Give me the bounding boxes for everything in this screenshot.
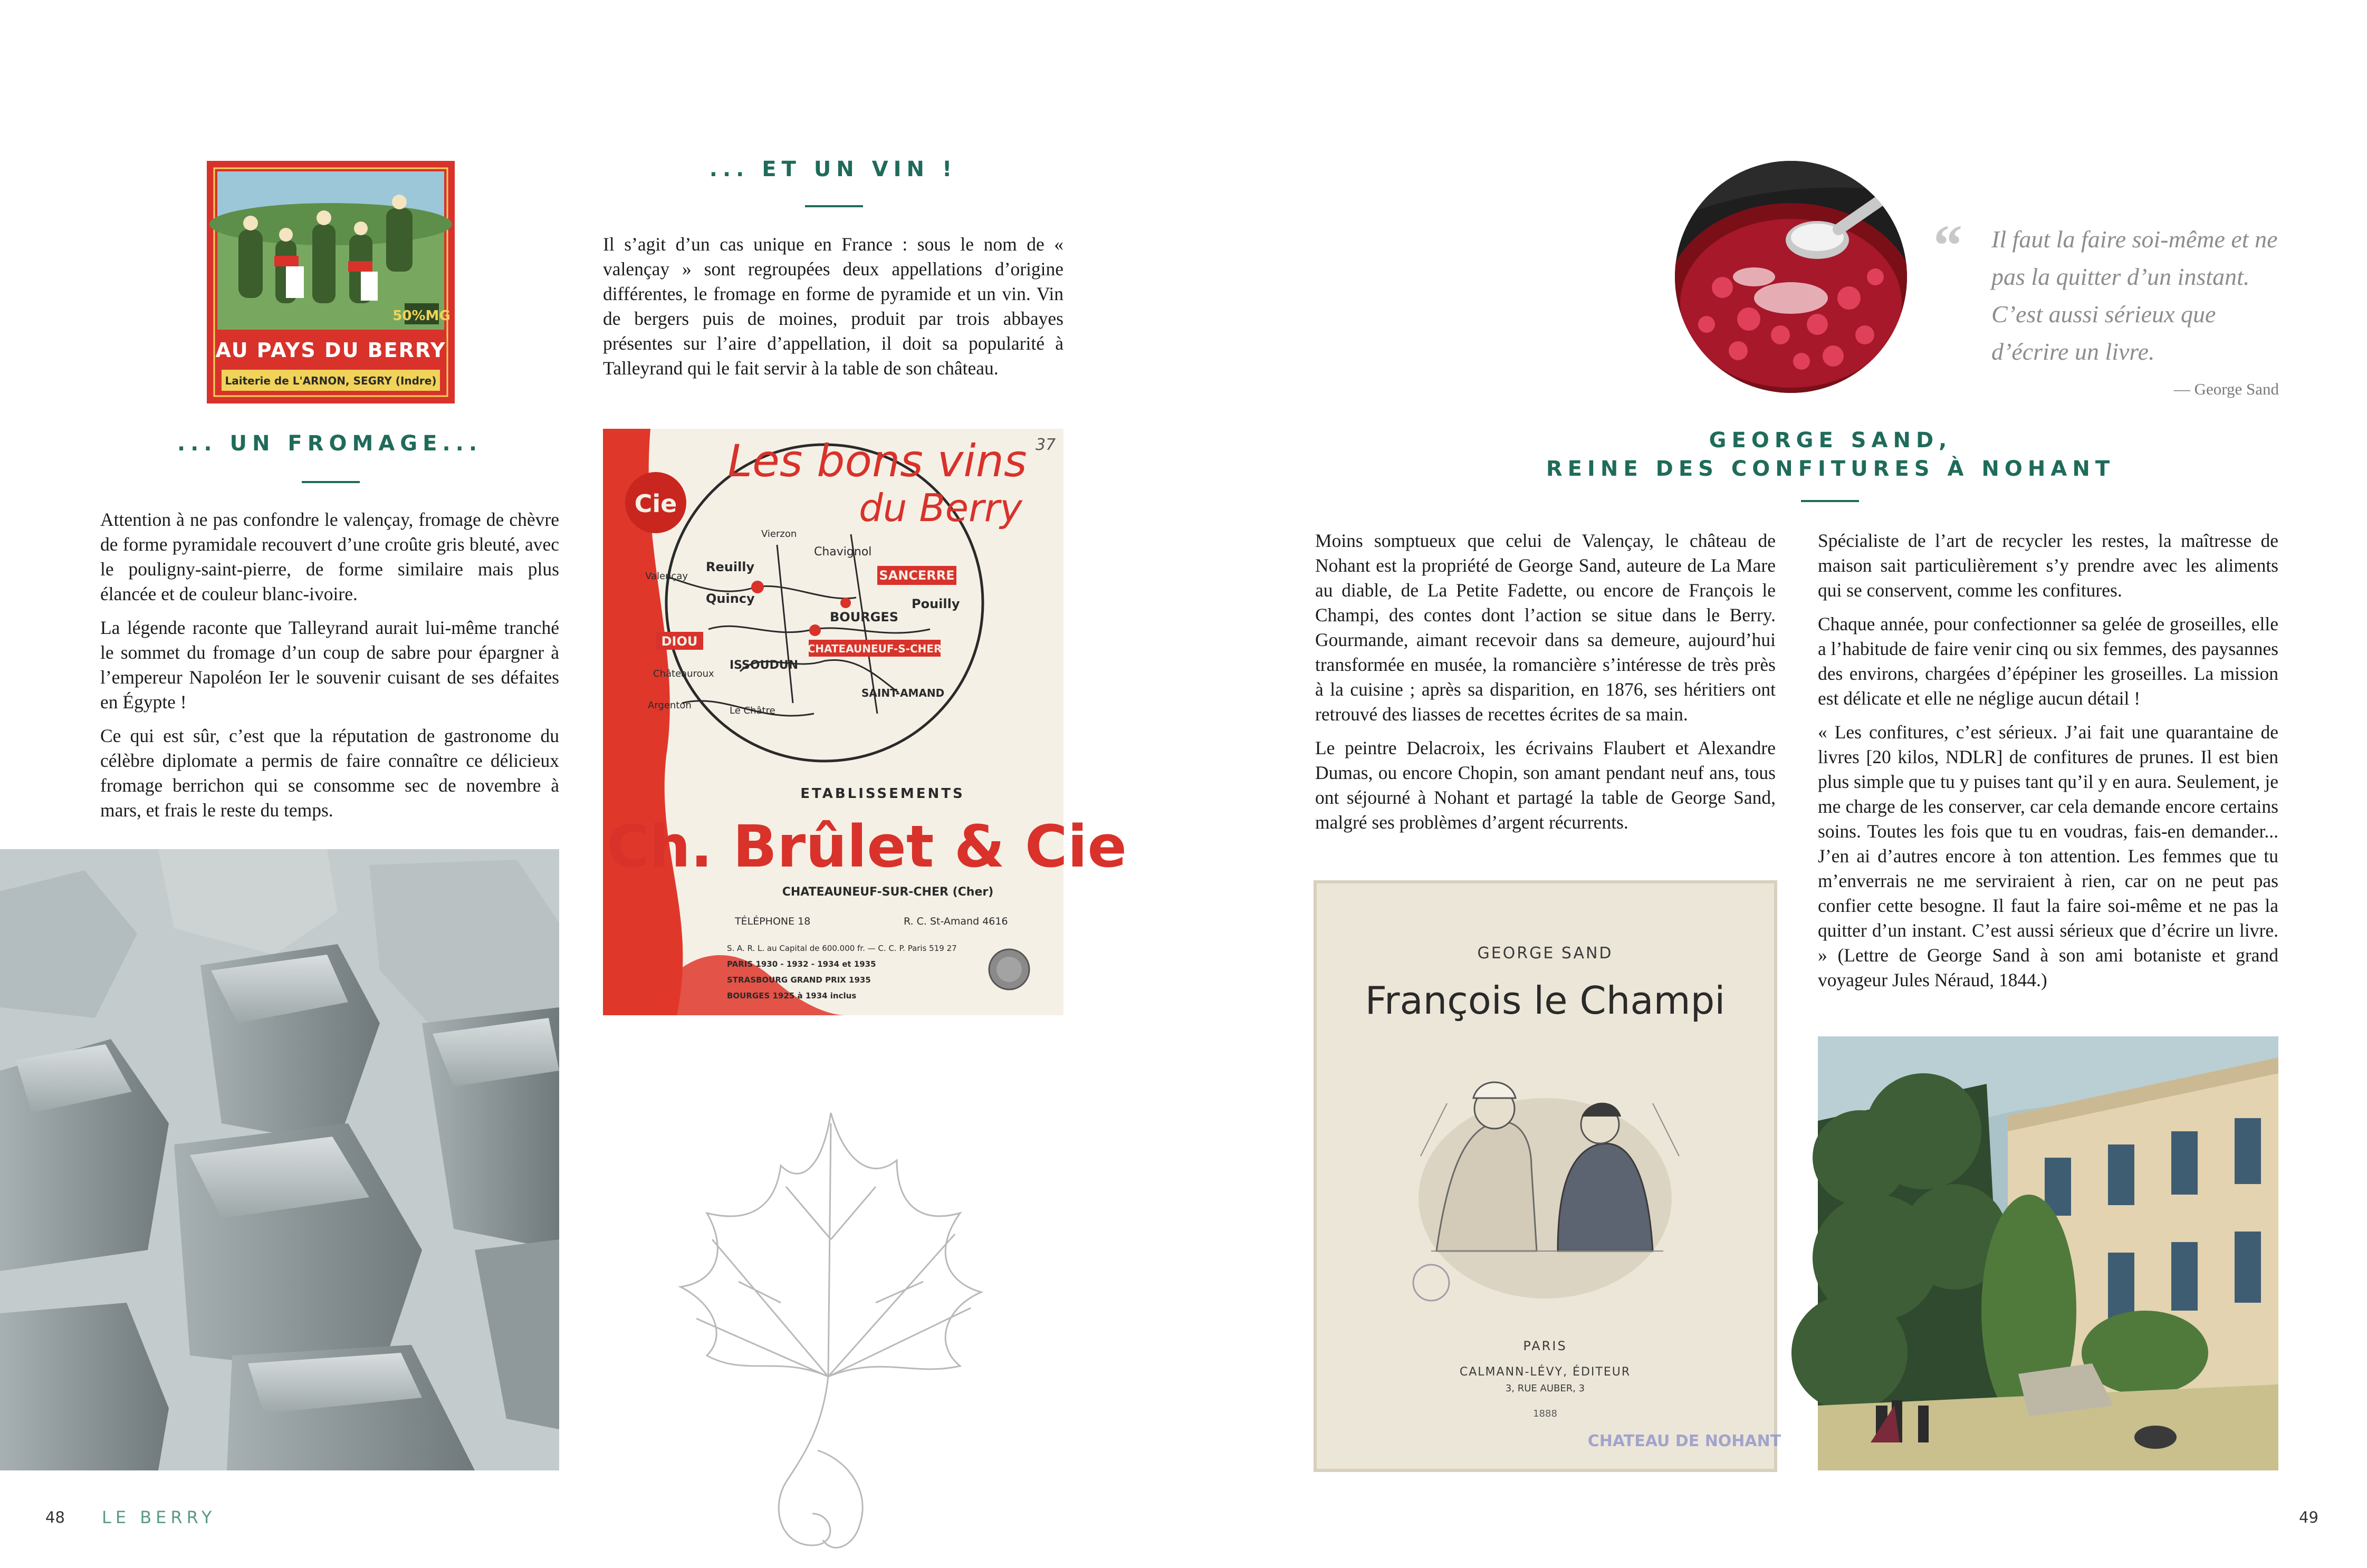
poster-place-vierzon: Vierzon	[761, 528, 797, 540]
jam-photo	[1675, 161, 1907, 393]
george-sand-column-2	[1818, 528, 2278, 1002]
vin-heading: ... ET UN VIN !	[709, 157, 957, 181]
fromage-heading-rule	[302, 481, 360, 483]
poster-town: CHATEAUNEUF-SUR-CHER (Cher)	[782, 886, 994, 899]
left-running-title: LE BERRY	[102, 1507, 216, 1527]
vin-paragraph: Il s’agit d’un cas unique en France : sous le nom de « valençay » sont regroupées deux appellations d’origine différentes, le fromage en forme de pyramide et un vin. Vin de bergers puis de moines, produit par trois abbayes présentes sur l’aire d’appellation, il doit sa popularité à Talleyrand qui le fait servir à la table de son château.	[603, 234, 1063, 379]
george-sand-column-1	[1315, 528, 1776, 844]
poster-corner-number: 37	[1036, 436, 1056, 454]
book-stamp: CHATEAU DE NOHANT	[1587, 1432, 1781, 1450]
poster-place-reuilly: Reuilly	[706, 560, 755, 574]
poster-place-pouilly: Pouilly	[912, 597, 960, 611]
book-title: François le Champi	[1365, 978, 1726, 1023]
fromage-paragraph-1: Attention à ne pas confondre le valençay, fromage de chèvre de forme pyramidale recouvert d’une croûte gris bleuté, avec le pouligny-saint-pierre, de forme similaire mais plus élancée et de couleur blanc-ivoire.	[100, 509, 559, 604]
label-fat-text: 50%MG	[392, 308, 451, 324]
col1-paragraph-2: Le peintre Delacroix, les écrivains Flaubert et Alexandre Dumas, ou encore Chopin, son amant pendant neuf ans, tous ont séjourné à Nohant et partagé la table de George Sand, malgré ses problèmes d’argent récurrents.	[1315, 737, 1776, 833]
book-publisher: CALMANN-LÉVY, ÉDITEUR	[1459, 1365, 1631, 1379]
poster-footer-line-1: S. A. R. L. au Capital de 600.000 fr. — C. C. P. Paris 519 27	[727, 944, 957, 953]
left-folio: 48	[45, 1508, 65, 1526]
poster-establishments: ETABLISSEMENTS	[800, 786, 965, 802]
col1-paragraph-1: Moins somptueux que celui de Valençay, le château de Nohant est la propriété de George Sand, auteure de La Mare au diable, de La Petite Fadette, ou encore de François le Champi, des contes dont l’action se situe dans le Berry. Gourmande, aimant recevoir dans sa demeure, aujourd’hui transformée en musée, la romancière s’intéresse de très près à la cuisine ; après sa disparition, en 1876, ses héritiers ont retrouvé des liasses de recettes écrites de sa main.	[1315, 530, 1776, 725]
fromage-heading: ... UN FROMAGE...	[177, 431, 483, 456]
book-city: PARIS	[1523, 1339, 1567, 1353]
poster-phone: TÉLÉPHONE 18	[735, 916, 811, 927]
wine-poster-image	[603, 429, 1127, 1015]
fromage-text	[100, 507, 559, 832]
fromage-paragraph-3: Ce qui est sûr, c’est que la réputation de gastronome du célèbre diplomate a permis de faire connaître ce délicieux fromage berrichon qui se consomme sec de novembre à mars, et frais le reste du temps.	[100, 725, 559, 821]
george-sand-heading	[1525, 426, 2136, 483]
col2-paragraph-2: Chaque année, pour confectionner sa gelée de groseilles, elle a l’habitude de faire venir cinq ou six femmes, des paysannes des environs, chargées d’épépiner les groseilles. La mission est délicate et elle ne néglige aucun détail !	[1818, 613, 2278, 709]
col2-paragraph-1: Spécialiste de l’art de recycler les restes, la maîtresse de maison sait particulièrement s’y prendre avec les aliments qui se conservent, comme les confitures.	[1818, 530, 2278, 601]
poster-register: R. C. St-Amand 4616	[904, 916, 1008, 927]
book-author: GEORGE SAND	[1477, 944, 1613, 963]
right-folio: 49	[2299, 1508, 2318, 1526]
label-maker-text: Laiterie de L'ARNON, SEGRY (Indre)	[225, 374, 437, 387]
poster-place-argenton: Argenton	[648, 700, 692, 711]
poster-footer-line-4: BOURGES 1925 à 1934 inclus	[727, 991, 857, 1001]
poster-place-sancerre: SANCERRE	[879, 568, 955, 583]
fromage-paragraph-2: La légende raconte que Talleyrand aurait lui-même tranché le sommet du fromage d’un coup de sabre pour épargner à l’empereur Napoléon Ier le souvenir cuisant de ses défaites en Égypte !	[100, 617, 559, 713]
vin-text	[603, 232, 1063, 390]
book-address: 3, RUE AUBER, 3	[1505, 1383, 1585, 1394]
poster-footer-line-2: PARIS 1930 - 1932 - 1934 et 1935	[727, 959, 876, 969]
poster-place-chateauroux: Châteauroux	[653, 668, 714, 679]
pull-quote-attribution: — George Sand	[2173, 380, 2279, 398]
george-sand-heading-line2: REINE DES CONFITURES À NOHANT	[1546, 457, 2115, 481]
label-brand-text: AU PAYS DU BERRY	[215, 339, 446, 362]
pull-quote: Il faut la faire soi-même et ne pas la quitter d’un instant. C’est aussi sérieux que d’écrire un livre.	[1991, 226, 2278, 365]
poster-place-valencay: Valençay	[645, 571, 688, 582]
poster-place-saint-amand: SAINT-AMAND	[861, 687, 945, 699]
poster-place-chavignol: Chavignol	[814, 545, 872, 559]
nohant-house-engraving	[1818, 1036, 2278, 1470]
poster-title-line2: du Berry	[859, 486, 1022, 530]
poster-place-bourges: BOURGES	[830, 610, 899, 624]
george-sand-heading-line1: GEORGE SAND,	[1709, 428, 1952, 453]
cheese-pyramids-photo	[0, 849, 559, 1470]
book-cover-image	[1315, 882, 1781, 1470]
svg-text:Cie: Cie	[634, 489, 677, 518]
poster-footer-line-3: STRASBOURG GRAND PRIX 1935	[727, 975, 871, 985]
poster-title-line1: Les bons vins	[727, 435, 1027, 487]
poster-place-quincy: Quincy	[706, 591, 755, 606]
quote-mark-icon: “	[1933, 213, 1962, 277]
vin-heading-rule	[805, 205, 863, 207]
poster-place-diou: DIOU	[661, 634, 698, 649]
col2-paragraph-3: « Les confitures, c’est sérieux. J’ai fait une quarantaine de livres [20 kilos, NDLR] de confitures de prunes. Il est bien plus simple que tu y puises tant qu’il y en aura. Seulement, je me charge de les conserver, car cela demande encore certains soins. Toutes les fois que tu en voudras, fais-en demander... J’en ai d’autres encore à ton attention. Les femmes que tu m’enverrais ne me serviraient à rien, car on ne peut pas confier cette besogne. Il faut la faire soi-même et ne pas la quitter d’un instant. C’est aussi sérieux que d’écrire un livre. » (Lettre de George Sand à son ami botaniste et grand voyageur Jules Néraud, 1844.)	[1818, 722, 2278, 990]
poster-place-issoudun: ISSOUDUN	[730, 659, 798, 672]
poster-company: Ch. Brûlet & Cie	[607, 813, 1127, 880]
vine-leaf-illustration	[649, 1081, 1008, 1566]
poster-place-la-chatre: Le Châtre	[730, 705, 775, 716]
poster-place-chateauneuf: CHATEAUNEUF-S-CHER	[807, 642, 942, 655]
cheese-label-image	[207, 161, 455, 403]
book-year: 1888	[1533, 1408, 1557, 1419]
george-sand-heading-rule	[1801, 500, 1859, 502]
